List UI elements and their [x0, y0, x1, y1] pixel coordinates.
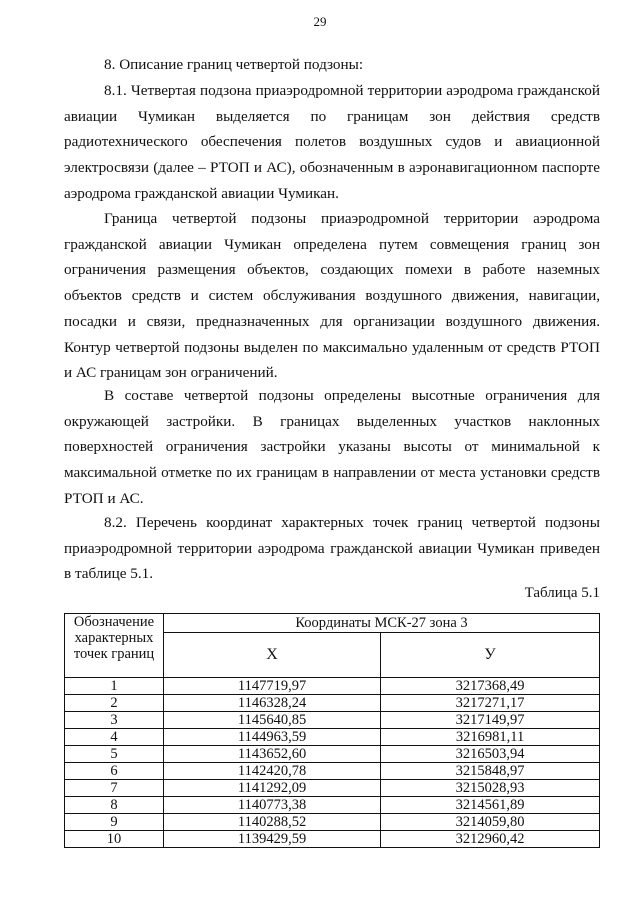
point-number-cell: 5 — [65, 746, 164, 763]
point-number-cell: 9 — [65, 814, 164, 831]
table-row — [65, 780, 600, 797]
header-coordinates-group: Координаты МСК-27 зона 3 — [164, 614, 600, 633]
point-number-cell: 8 — [65, 797, 164, 814]
section-heading-block — [64, 52, 600, 78]
x-coordinate-cell: 1139429,59 — [164, 831, 381, 848]
y-coordinate-cell: 3216503,94 — [381, 746, 600, 763]
table-row — [65, 712, 600, 729]
paragraph-height-limits — [64, 383, 600, 512]
x-coordinate-cell: 1143652,60 — [164, 746, 381, 763]
paragraph: 8.2. Перечень координат характерных точек границ четвертой подзоны приаэродромной территории аэродрома гражданской авиации Чумикан приведен в таблице 5.1. — [64, 514, 600, 583]
y-coordinate-cell: 3217149,97 — [381, 712, 600, 729]
x-coordinate-cell: 1142420,78 — [164, 763, 381, 780]
point-number-cell: 7 — [65, 780, 164, 797]
x-coordinate-cell: 1146328,24 — [164, 695, 381, 712]
x-coordinate-cell: 1144963,59 — [164, 729, 381, 746]
point-number-cell: 6 — [65, 763, 164, 780]
x-coordinate-cell: 1140288,52 — [164, 814, 381, 831]
paragraph: 8.1. Четвертая подзона приаэродромной территории аэродрома гражданской авиации Чумикан выделяется по границам зон действия средств радиотехнического обеспечения полетов воздушных судов и авиационной электросвязи (далее – РТОП и АС), обозначенным в аэронавигационном паспорте аэродрома гражданской авиации Чумикан. — [64, 82, 600, 202]
y-coordinate-cell: 3217368,49 — [381, 678, 600, 695]
x-coordinate-cell: 1145640,85 — [164, 712, 381, 729]
page-number: 29 — [313, 14, 327, 29]
table-row — [65, 729, 600, 746]
point-number-cell: 4 — [65, 729, 164, 746]
y-coordinate-cell: 3215848,97 — [381, 763, 600, 780]
coordinates-table — [64, 613, 600, 848]
point-number-cell: 1 — [65, 678, 164, 695]
table-row — [65, 797, 600, 814]
point-number-cell: 3 — [65, 712, 164, 729]
table-row — [65, 831, 600, 848]
paragraph-8-2 — [64, 510, 600, 587]
point-number-cell: 10 — [65, 831, 164, 848]
x-coordinate-cell: 1141292,09 — [164, 780, 381, 797]
table-row — [65, 814, 600, 831]
y-coordinate-cell: 3216981,11 — [381, 729, 600, 746]
paragraph-8-1 — [64, 78, 600, 207]
y-coordinate-cell: 3214561,89 — [381, 797, 600, 814]
paragraph: Граница четвертой подзоны приаэродромной территории аэродрома гражданской авиации Чумикан определена путем совмещения границ зон ограничения размещения объектов, создающих помехи в работе наземных объектов средств и систем обслуживания воздушного движения, навигации, посадки и связи, предназначенных для организации воздушного движения. Контур четвертой подзоны выделен по максимально удаленным от средств РТОП и АС границам зон ограничений. — [64, 210, 600, 382]
y-coordinate-cell: 3214059,80 — [381, 814, 600, 831]
table-row — [65, 695, 600, 712]
header-point-label: Обозначение характерных точек границ — [65, 614, 164, 678]
x-coordinate-cell: 1140773,38 — [164, 797, 381, 814]
paragraph: В составе четвертой подзоны определены высотные ограничения для окружающей застройки. В границах выделенных участков наклонных поверхностей ограничения застройки указаны высоты от минимальной к максимальной отметке по их границам в направлении от места установки средств РТОП и АС. — [64, 387, 600, 507]
x-coordinate-cell: 1147719,97 — [164, 678, 381, 695]
table-caption: Таблица 5.1 — [524, 585, 600, 601]
y-coordinate-cell: 3212960,42 — [381, 831, 600, 848]
header-y: У — [381, 633, 600, 678]
table-row — [65, 763, 600, 780]
header-x: Х — [164, 633, 381, 678]
paragraph-border-definition — [64, 206, 600, 386]
y-coordinate-cell: 3217271,17 — [381, 695, 600, 712]
section-heading: 8. Описание границ четвертой подзоны: — [104, 56, 364, 73]
point-number-cell: 2 — [65, 695, 164, 712]
y-coordinate-cell: 3215028,93 — [381, 780, 600, 797]
table-row — [65, 678, 600, 695]
table-row — [65, 746, 600, 763]
